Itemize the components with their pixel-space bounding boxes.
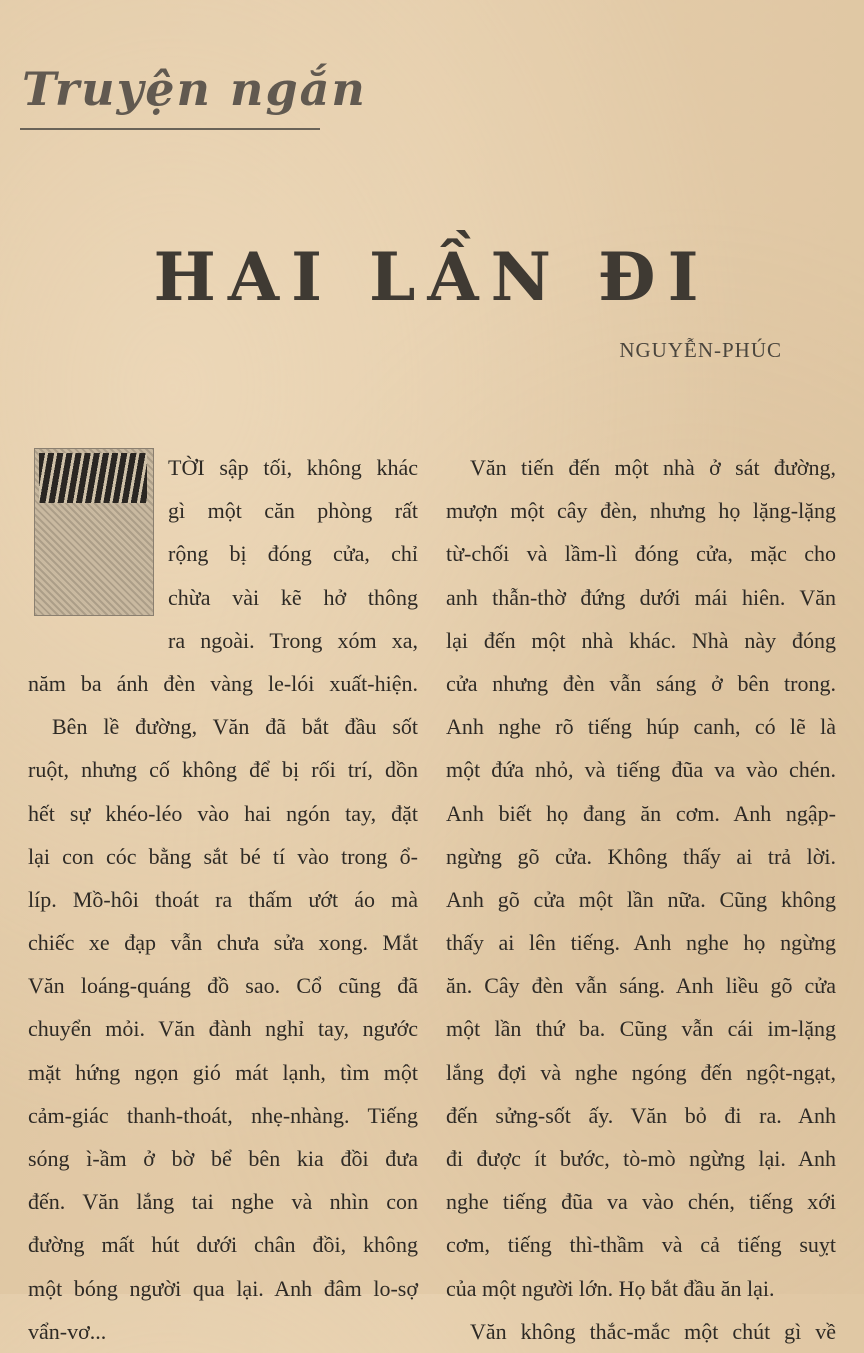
text-line: vẩn-vơ... (28, 1318, 107, 1344)
text-line: lại con cóc bằng sắt bé tí vào trong ổ- (28, 843, 418, 869)
text-line: từ-chối và lầm-lì đóng cửa, mặc cho (446, 541, 836, 567)
text-line: gì một căn phòng rất (168, 498, 418, 524)
text-line: đến. Văn lắng tai nghe và nhìn con (28, 1189, 418, 1215)
right-column (446, 446, 836, 1353)
text-line: ngừng gõ cửa. Không thấy ai trả lời. (446, 843, 836, 869)
text-line: chuyển mỏi. Văn đành nghỉ tay, ngước (28, 1016, 418, 1042)
text-line: thấy ai lên tiếng. Anh nghe họ ngừng (446, 930, 836, 956)
text-line: năm ba ánh đèn vàng le-lói xuất-hiện. (28, 670, 418, 696)
text-line: ra ngoài. Trong xóm xa, (168, 627, 418, 653)
text-line: sóng ì-ầm ở bờ bể bên kia đồi đưa (28, 1146, 418, 1171)
text-line: cảm-giác thanh-thoát, nhẹ-nhàng. Tiếng (28, 1102, 418, 1128)
text-line: cửa nhưng đèn vẫn sáng ở bên trong. (446, 670, 836, 696)
text-line: đi được ít bước, tò-mò ngừng lại. Anh (446, 1146, 836, 1171)
text-line: đến sửng-sốt ấy. Văn bỏ đi ra. Anh (446, 1102, 836, 1128)
text-line: rộng bị đóng cửa, chỉ (168, 541, 418, 567)
text-line: của một người lớn. Họ bắt đầu ăn lại. (446, 1275, 775, 1301)
text-line: ruột, nhưng cố không để bị rối trí, dồn (28, 757, 418, 783)
text-line: anh thẫn-thờ đứng dưới mái hiên. Văn (446, 584, 836, 610)
text-line: TỜI sập tối, không khác (168, 455, 418, 480)
text-line: một bóng người qua lại. Anh đâm lo-sợ (28, 1275, 418, 1301)
text-line: Văn không thắc-mắc một chút gì về (470, 1318, 836, 1344)
text-line: Văn tiến đến một nhà ở sát đường, (470, 455, 836, 480)
text-line: chừa vài kẽ hở thông (168, 584, 418, 610)
text-line: đường mất hút dưới chân đồi, không (28, 1232, 418, 1258)
text-line: Bên lề đường, Văn đã bắt đầu sốt (52, 714, 418, 740)
text-line: lắng đợi và nghe ngóng đến ngột-ngạt, (446, 1059, 836, 1085)
text-line: Anh biết họ đang ăn cơm. Anh ngập- (446, 800, 836, 826)
left-column (28, 446, 418, 1353)
rubric-label: Truyện ngắn (22, 62, 367, 116)
text-line: mặt hứng ngọn gió mát lạnh, tìm một (28, 1059, 418, 1085)
text-line: cơm, tiếng thì-thầm và cả tiếng suỵt (446, 1232, 836, 1258)
text-line: ăn. Cây đèn vẫn sáng. Anh liều gõ cửa (446, 973, 836, 999)
text-line: chiếc xe đạp vẫn chưa sửa xong. Mắt (28, 930, 418, 956)
text-line: Văn loáng-quáng đồ sao. Cổ cũng đã (28, 973, 418, 999)
text-line: một đứa nhỏ, và tiếng đũa va vào chén. (446, 757, 836, 783)
text-line: líp. Mồ-hôi thoát ra thấm ướt áo mà (28, 886, 418, 912)
text-line: một lần thứ ba. Cũng vẫn cái im-lặng (446, 1016, 836, 1042)
text-line: lại đến một nhà khác. Nhà này đóng (446, 627, 836, 653)
author-name: NGUYỄN-PHÚC (619, 338, 782, 362)
text-line: mượn một cây đèn, nhưng họ lặng-lặng (446, 498, 836, 524)
text-line: hết sự khéo-léo vào hai ngón tay, đặt (28, 800, 418, 826)
story-title: HAI LẦN ĐI (153, 238, 711, 316)
text-line: Anh nghe rõ tiếng húp canh, có lẽ là (446, 714, 836, 740)
text-line: nghe tiếng đũa va vào chén, tiếng xới (446, 1189, 836, 1215)
text-line: Anh gõ cửa một lần nữa. Cũng không (446, 886, 836, 912)
rubric-underline (20, 128, 320, 130)
